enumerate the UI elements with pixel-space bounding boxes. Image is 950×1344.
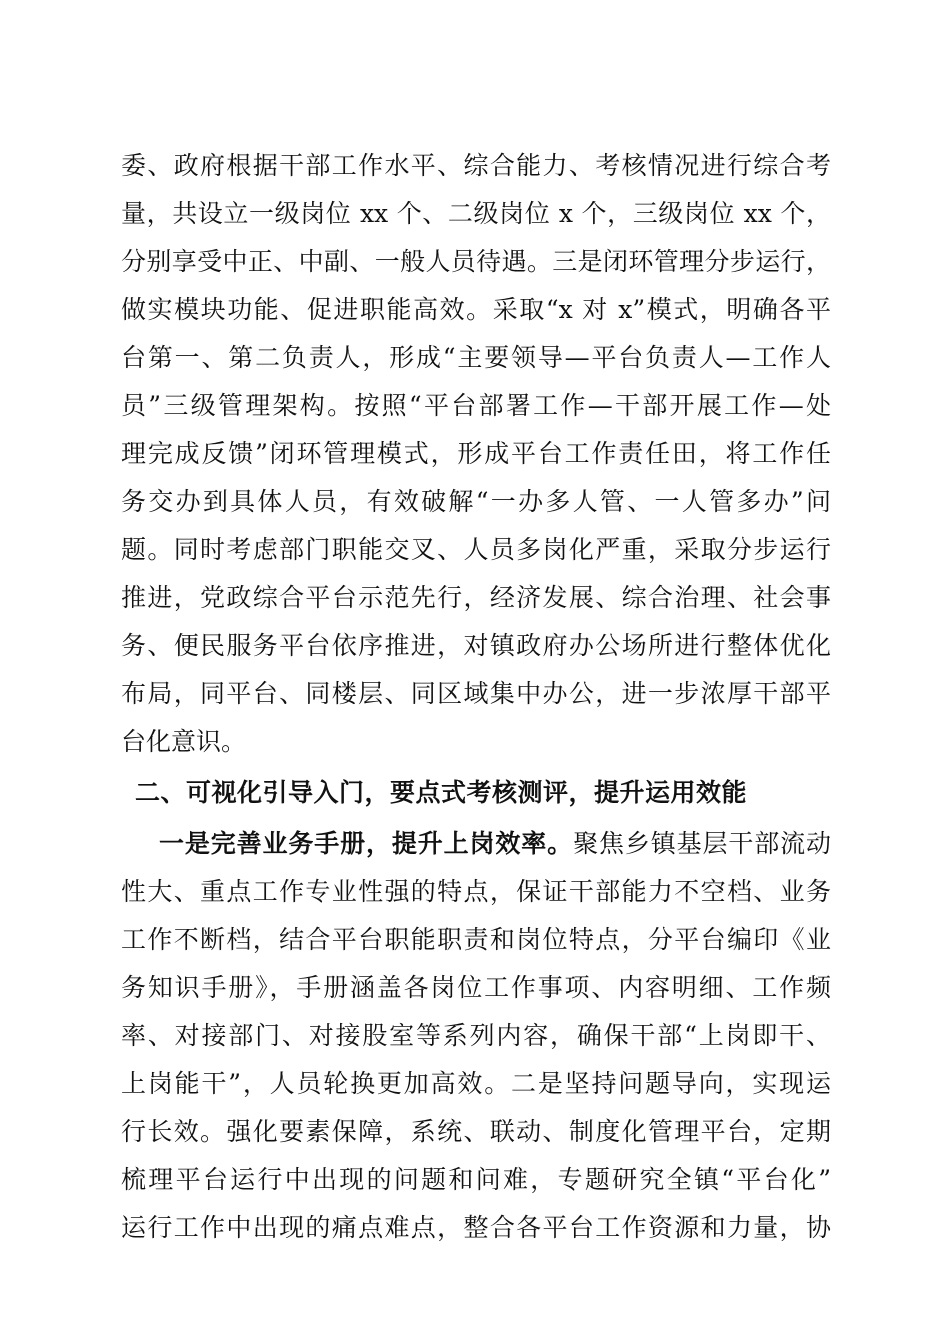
text-line: 理完成反馈”闭环管理模式，形成平台工作责任田，将工作任 [121, 439, 831, 468]
paragraph-platform-operation [121, 142, 831, 766]
text-line-lead [121, 820, 831, 868]
lead-bold-phrase: 一是完善业务手册，提升上岗效率。 [159, 829, 574, 858]
text-line: 委、政府根据干部工作水平、综合能力、考核情况进行综合考 [121, 151, 831, 180]
text-line: 分别享受中正、中副、一般人员待遇。三是闭环管理分步运行， [121, 247, 831, 276]
text-line: 运行工作中出现的痛点难点，整合各平台工作资源和力量，协 [121, 1213, 831, 1242]
text-line: 做实模块功能、促进职能高效。采取“x 对 x”模式，明确各平 [121, 295, 831, 324]
lead-rest-text: 聚焦乡镇基层干部流动 [573, 829, 831, 858]
text-line: 务交办到具体人员，有效破解“一办多人管、一人管多办”问 [121, 487, 831, 516]
text-line: 务知识手册》，手册涵盖各岗位工作事项、内容明细、工作频 [121, 973, 831, 1002]
text-line: 布局，同平台、同楼层、同区域集中办公，进一步浓厚干部平 [121, 679, 831, 708]
text-line: 台第一、第二负责人，形成“主要领导—平台负责人—工作人 [121, 343, 831, 372]
text-line: 性大、重点工作专业性强的特点，保证干部能力不空档、业务 [121, 877, 831, 906]
text-line: 员”三级管理架构。按照“平台部署工作—干部开展工作—处 [121, 391, 831, 420]
text-line: 台化意识。 [121, 727, 247, 756]
text-line: 推进，党政综合平台示范先行，经济发展、综合治理、社会事 [121, 583, 831, 612]
text-line: 题。同时考虑部门职能交叉、人员多岗化严重，采取分步运行 [121, 535, 831, 564]
text-line: 梳理平台运行中出现的问题和问难，专题研究全镇“平台化” [121, 1165, 831, 1194]
text-line: 行长效。强化要素保障，系统、联动、制度化管理平台，定期 [121, 1117, 831, 1146]
section-heading: 二、可视化引导入门，要点式考核测评，提升运用效能 [135, 778, 748, 807]
paragraph-business-manual [121, 820, 831, 1252]
text-line: 工作不断档，结合平台职能职责和岗位特点，分平台编印《业 [121, 925, 831, 954]
text-line: 上岗能干”，人员轮换更加高效。二是坚持问题导向，实现运 [121, 1069, 831, 1098]
document-body [121, 142, 831, 1252]
text-line: 务、便民服务平台依序推进，对镇政府办公场所进行整体优化 [121, 631, 831, 660]
text-line: 率、对接部门、对接股室等系列内容，确保干部“上岗即干、 [121, 1021, 831, 1050]
text-line: 量，共设立一级岗位 xx 个、二级岗位 x 个，三级岗位 xx 个， [121, 199, 831, 228]
